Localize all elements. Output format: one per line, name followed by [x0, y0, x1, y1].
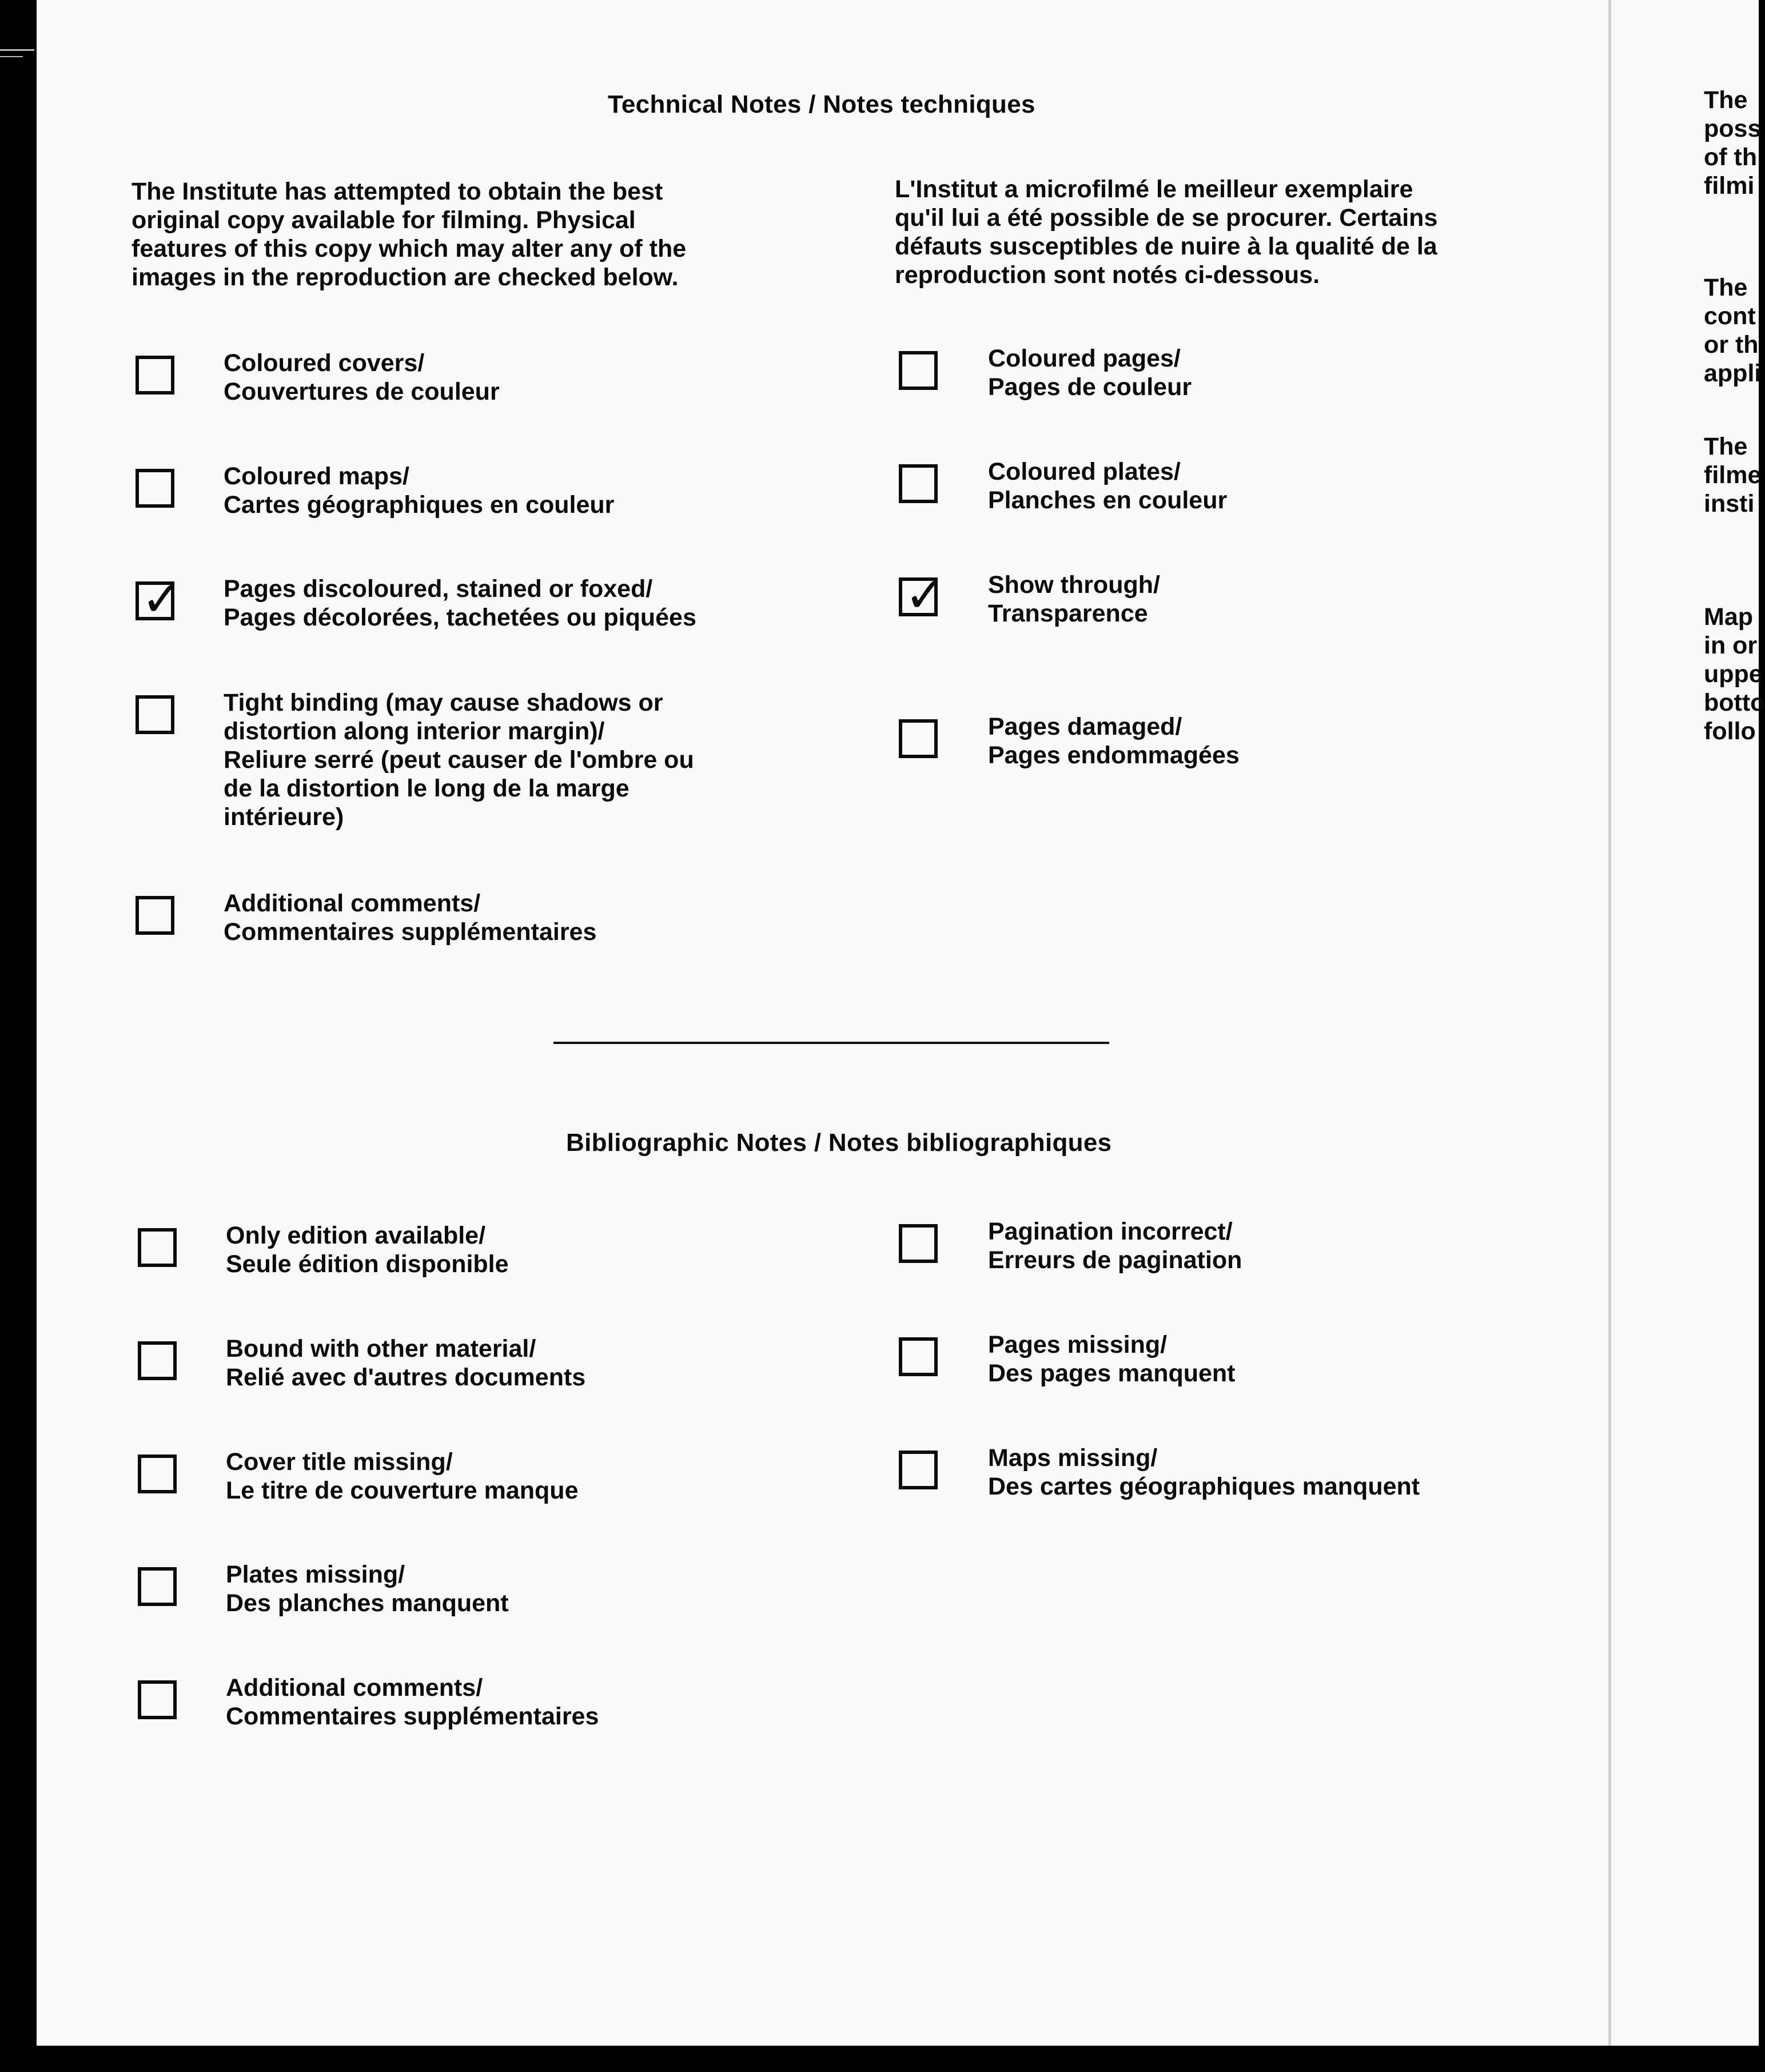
checklist-item-label: Pages discoloured, stained or foxed/ Pages décolorées, tachetées ou piquées — [224, 575, 696, 631]
checkbox-unchecked[interactable] — [138, 1341, 177, 1380]
checklist-item-label: Additional comments/ Commentaires supplémentaires — [224, 890, 597, 946]
checkbox-checked[interactable] — [899, 567, 946, 624]
checkmark-icon: ✓ — [141, 571, 183, 628]
technical-notes-heading: Technical Notes / Notes techniques — [608, 90, 1035, 118]
technical-intro-fr: L'Institut a microfilmé le meilleur exemplaire qu'il lui a été possible de se procurer. Certains défauts susceptibles de nuire à la qualité de la reproduction sont notés ci-dessous. — [895, 176, 1438, 289]
checkbox-unchecked[interactable] — [138, 1228, 177, 1267]
section-divider — [553, 1042, 1109, 1044]
bibliographic-notes-heading: Bibliographic Notes / Notes bibliographiques — [566, 1129, 1112, 1157]
technical-intro-en: The Institute has attempted to obtain the best original copy available for filming. Physical features of this copy which may alter any of the images in the reproduction are checked below. — [132, 178, 687, 291]
checklist-item-label: Tight binding (may cause shadows or distortion along interior margin)/ Reliure serré (peut causer de l'ombre ou de la distortion le long de la marge intérieure) — [224, 689, 694, 831]
checkbox-checked[interactable] — [136, 571, 183, 628]
checkbox-unchecked[interactable] — [136, 896, 174, 935]
checklist-item-label: Coloured maps/ Cartes géographiques en couleur — [224, 463, 615, 519]
checklist-item-label: Coloured pages/ Pages de couleur — [988, 345, 1192, 401]
checklist-item-label: Only edition available/ Seule édition disponible — [226, 1222, 509, 1278]
checklist-item-label: Pages damaged/ Pages endommagées — [988, 713, 1240, 769]
checkbox-unchecked[interactable] — [136, 356, 174, 395]
checklist-item-label: Pages missing/ Des pages manquent — [988, 1331, 1236, 1387]
checklist-item-label: Additional comments/ Commentaires supplémentaires — [226, 1674, 599, 1730]
checklist-item-label: Coloured covers/ Couvertures de couleur — [224, 349, 500, 405]
checkbox-unchecked[interactable] — [136, 469, 174, 508]
checkbox-unchecked[interactable] — [899, 351, 938, 390]
next-page-text-fragment: The cont or th appli — [1704, 274, 1762, 387]
checklist-item-label: Bound with other material/ Relié avec d'autres documents — [226, 1335, 586, 1391]
checklist-item-label: Maps missing/ Des cartes géographiques manquent — [988, 1444, 1420, 1500]
checklist-item-label: Pagination incorrect/ Erreurs de pagination — [988, 1218, 1242, 1274]
checklist-item-label: Cover title missing/ Le titre de couverture manque — [226, 1448, 579, 1504]
checkbox-unchecked[interactable] — [899, 1224, 938, 1263]
scan-edge-mark — [0, 49, 34, 51]
checklist-item-label: Plates missing/ Des planches manquent — [226, 1561, 509, 1617]
next-page-text-fragment: Map in or uppe botto follo — [1704, 603, 1765, 745]
next-page-text-fragment: The poss of th filmi — [1704, 86, 1762, 200]
checkbox-unchecked[interactable] — [136, 695, 174, 734]
page-gutter-line — [1608, 0, 1611, 2046]
checkbox-unchecked[interactable] — [899, 719, 938, 758]
scan-edge-mark — [0, 56, 23, 57]
checklist-item-label: Show through/ Transparence — [988, 571, 1160, 627]
next-page-text-fragment: The filme insti — [1704, 433, 1762, 517]
checkbox-unchecked[interactable] — [138, 1680, 177, 1719]
checkbox-unchecked[interactable] — [138, 1455, 177, 1493]
checklist-item-label: Coloured plates/ Planches en couleur — [988, 458, 1228, 514]
document-page — [37, 0, 1762, 2046]
checkbox-unchecked[interactable] — [899, 1337, 938, 1376]
checkbox-unchecked[interactable] — [138, 1567, 177, 1606]
checkmark-icon: ✓ — [905, 567, 946, 624]
checkbox-unchecked[interactable] — [899, 464, 938, 503]
checkbox-unchecked[interactable] — [899, 1451, 938, 1489]
